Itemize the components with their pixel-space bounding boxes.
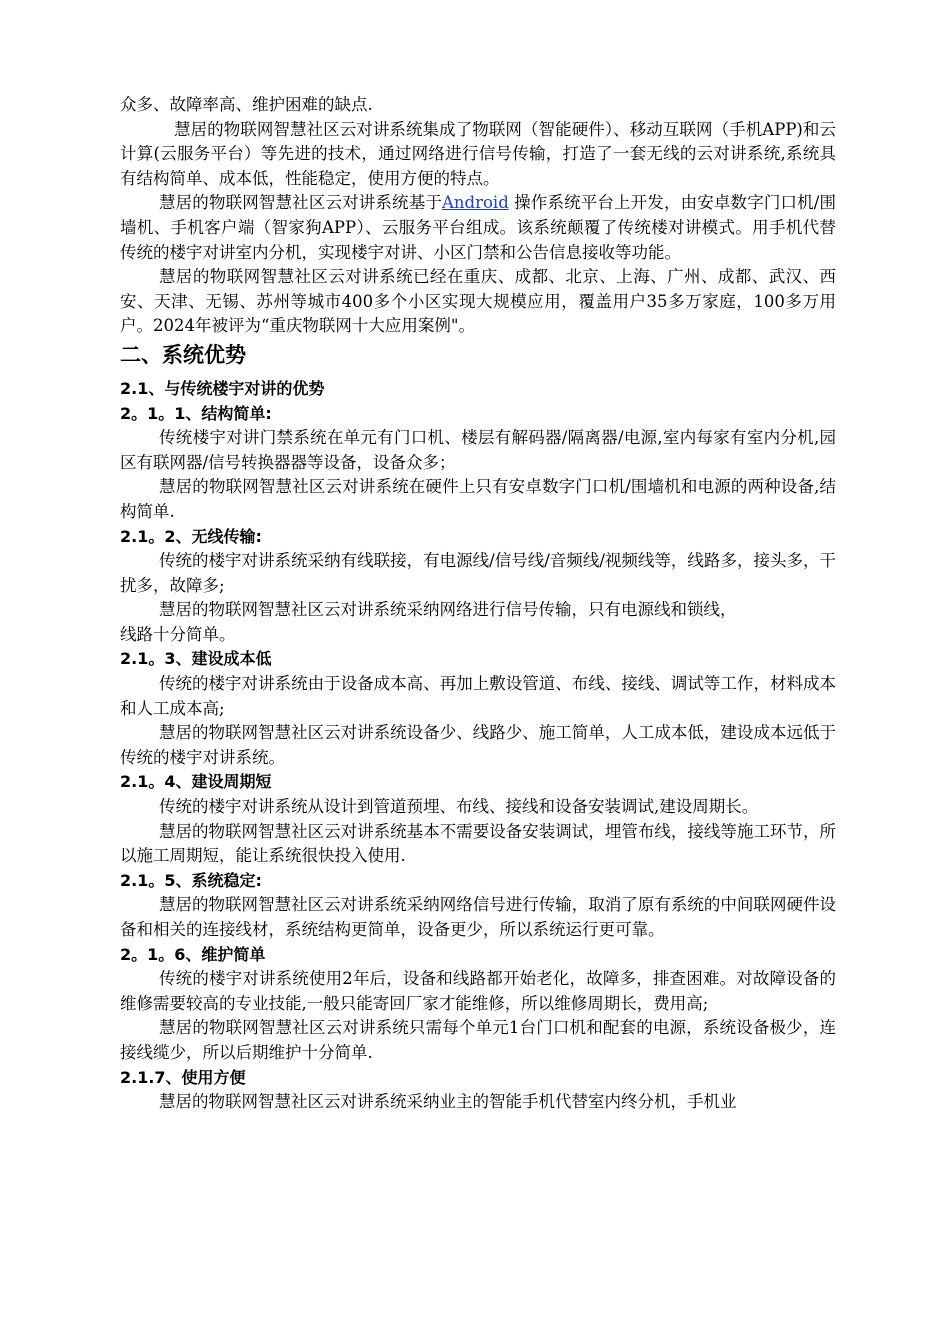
subsection-heading: 2.1.7、使用方便 [120,1067,246,1087]
paragraph: 慧居的物联网智慧社区云对讲系统设备少、线路少、施工简单，人工成本低，建设成本远低于传统的楼宇对讲系统。 [120,723,836,767]
paragraph: 众多、故障率高、维护困难的缺点. [120,95,373,114]
paragraph: 传统的楼宇对讲系统从设计到管道预埋、布线、接线和设备安装调试,建设周期长。 [159,797,759,817]
paragraph: 慧居的物联网智慧社区云对讲系统采纳业主的智能手机代替室内终分机，手机业 [159,1092,737,1112]
subsection-heading: 2.1。2、无线传输: [120,526,262,546]
paragraph: 慧居的物联网智慧社区云对讲系统已经在重庆、成都、北京、上海、广州、成都、武汉、西安、天津、无锡、苏州等城市400多个小区实现大规模应用，覆盖用户35多万家庭，100多万用户。2024年被评为“重庆物联网十大应用案例"。 [120,267,836,336]
section-heading: 二、系统优势 [120,342,246,367]
paragraph: 慧居的物联网智慧社区云对讲系统在硬件上只有安卓数字门口机/围墙机和电源的两种设备,结构简单. [120,477,836,521]
paragraph-text: 操作系统平台上开发，由安卓数字门口机/围墙机、手机客户端（智家狗APP）、云服务平台组成。该系统颠覆了传统楼对讲模式。用手机代替传统的楼宇对讲室内分机，实现楼宇对讲、小区门禁和公告信息接收等功能。 [120,193,837,262]
subsection-heading: 2.1。4、建设周期短 [120,772,272,792]
paragraph: 慧居的物联网智慧社区云对讲系统只需每个单元1台门口机和配套的电源，系统设备极少，连接线缆少，所以后期维护十分简单. [120,1018,836,1062]
paragraph: 传统的楼宇对讲系统采纳有线联接，有电源线/信号线/音频线/视频线等，线路多，接头多，干扰多，故障多; [120,551,836,595]
subsection-heading: 2.1。3、建设成本低 [120,649,272,669]
subsection-heading: 2。1。6、维护简单 [120,944,266,964]
paragraph: 线路十分简单。 [120,624,236,644]
paragraph-text: 慧居的物联网智慧社区云对讲系统基于 [159,193,442,213]
subsection-heading: 2。1。1、结构简单: [120,403,272,423]
paragraph: 传统楼宇对讲门禁系统在单元有门口机、楼层有解码器/隔离器/电源,室内每家有室内分机,园区有联网器/信号转换器器等设备，设备众多； [120,428,836,472]
paragraph: 慧居的物联网智慧社区云对讲系统集成了物联网（智能硬件）、移动互联网（手机APP)和云计算(云服务平台）等先进的技术，通过网络进行信号传输，打造了一套无线的云对讲系统,系统具有结构简单、成本低，性能稳定，使用方便的特点。 [120,119,836,188]
android-link[interactable]: Android [442,193,509,213]
paragraph: 慧居的物联网智慧社区云对讲系统采纳网络信号进行传输，取消了原有系统的中间联网硬件设备和相关的连接线材，系统结构更简单，设备更少，所以系统运行更可靠。 [120,895,836,939]
subsection-heading: 2.1。5、系统稳定: [120,870,262,890]
paragraph: 慧居的物联网智慧社区云对讲系统基本不需要设备安装调试，埋管布线，接线等施工环节，所以施工周期短，能让系统很快投入使用. [120,821,836,866]
paragraph [120,191,836,265]
subsection-heading: 2.1、与传统楼宇对讲的优势 [120,378,325,398]
paragraph: 慧居的物联网智慧社区云对讲系统采纳网络进行信号传输，只有电源线和锁线， [159,600,737,620]
document-body [120,93,836,1115]
paragraph: 传统的楼宇对讲系统由于设备成本高、再加上敷设管道、布线、接线、调试等工作，材料成本和人工成本高; [120,674,836,718]
paragraph: 传统的楼宇对讲系统使用2年后，设备和线路都开始老化，故障多，排查困难。对故障设备的维修需要较高的专业技能,一般只能寄回厂家才能维修，所以维修周期长，费用高; [120,969,836,1013]
